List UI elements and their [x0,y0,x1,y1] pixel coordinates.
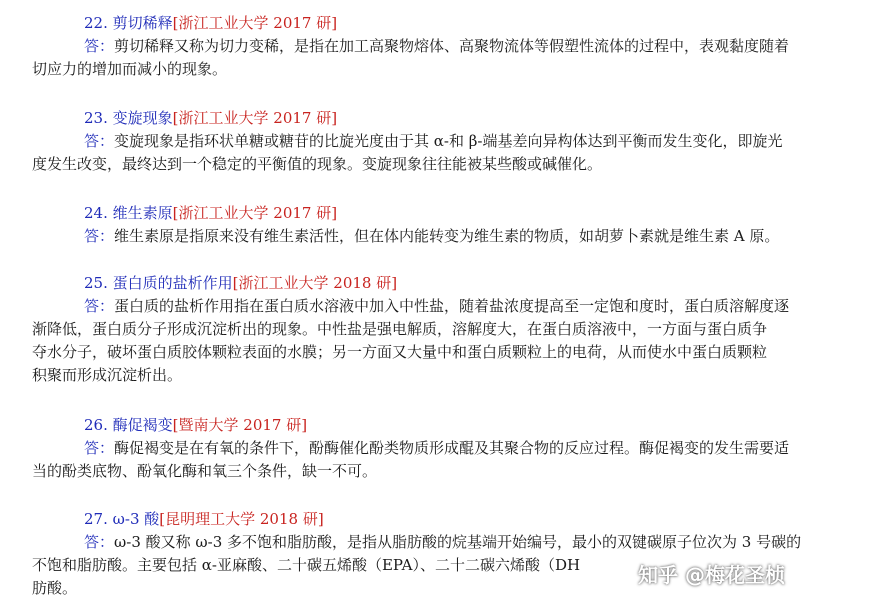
entry-title [84,508,824,530]
entry-term: ω-3 酸 [112,510,160,528]
entry-23 [32,107,824,176]
answer-line: 切应力的增加而减小的现象。 [32,60,228,78]
answer-line: 酶促褐变是在有氧的条件下，酚酶催化酚类物质形成醌及其聚合物的反应过程。酶促褐变的发生需要适 [114,439,790,457]
answer-lead: 答： [84,37,115,55]
watermark-text: 知乎 @梅花圣桢 [638,562,785,587]
entry-term: 蛋白质的盐析作用 [112,274,233,292]
entry-source: [浙江工业大学 2017 研] [172,204,338,222]
entry-answer [32,295,824,387]
answer-lead: 答： [84,533,115,551]
entry-title [84,12,824,34]
answer-lead: 答： [84,132,115,150]
entry-answer [32,437,824,483]
entry-answer [32,35,824,81]
answer-line: 肪酸。 [32,579,78,597]
entry-title [84,202,824,224]
entry-number: 22. [84,14,108,32]
answer-lead: 答： [84,439,115,457]
answer-line: 积聚而形成沉淀析出。 [32,366,183,384]
entry-source: [浙江工业大学 2017 研] [172,14,338,32]
answer-line: 剪切稀释又称为切力变稀，是指在加工高聚物熔体、高聚物流体等假塑性流体的过程中，表观黏度随着 [114,37,790,55]
entry-number: 27. [84,510,108,528]
answer-line: 夺水分子，破坏蛋白质胶体颗粒表面的水膜；另一方面又大量中和蛋白质颗粒上的电荷，从而使水中蛋白质颗粒 [32,343,768,361]
entry-title [84,414,824,436]
entry-source: [浙江工业大学 2018 研] [232,274,398,292]
entry-number: 26. [84,416,108,434]
answer-line: 当的酚类底物、酚氧化酶和氧三个条件，缺一不可。 [32,462,378,480]
entry-26 [32,414,824,483]
entry-22 [32,12,824,81]
entry-answer [32,130,824,176]
answer-line: 蛋白质的盐析作用指在蛋白质水溶液中加入中性盐，随着盐浓度提高至一定饱和度时，蛋白质溶解度逐 [114,297,790,315]
entry-answer [84,225,824,248]
watermark [602,558,785,588]
answer-lead: 答： [84,227,115,245]
answer-line: 变旋现象是指环状单糖或糖苷的比旋光度由于其 α-和 β-端基差向异构体达到平衡而发生变化，即旋光 [114,132,783,150]
entry-number: 23. [84,109,108,127]
entry-24 [84,202,824,248]
entry-number: 24. [84,204,108,222]
answer-line: 度发生改变，最终达到一个稳定的平衡值的现象。变旋现象往往能被某些酸或碱催化。 [32,155,603,173]
answer-line: 不饱和脂肪酸。主要包括 α-亚麻酸、二十碳五烯酸（EPA）、二十二碳六烯酸（DH [32,556,581,574]
entry-term: 酶促褐变 [112,416,173,434]
entry-term: 变旋现象 [112,109,173,127]
entry-source: [暨南大学 2017 研] [172,416,308,434]
entry-term: 维生素原 [112,204,173,222]
answer-lead: 答： [84,297,115,315]
entry-title [84,272,824,294]
entry-number: 25. [84,274,108,292]
entry-source: [昆明理工大学 2018 研] [159,510,324,528]
entry-term: 剪切稀释 [112,14,173,32]
wechat-bubble-icon [602,560,628,586]
entry-title [84,107,824,129]
answer-line: 渐降低，蛋白质分子形成沉淀析出的现象。中性盐是强电解质，溶解度大，在蛋白质溶液中，一方面与蛋白质争 [32,320,768,338]
answer-line: 维生素原是指原来没有维生素活性，但在体内能转变为维生素的物质，如胡萝卜素就是维生素 A 原。 [114,227,780,245]
entry-source: [浙江工业大学 2017 研] [172,109,338,127]
answer-line: ω-3 酸又称 ω-3 多不饱和脂肪酸，是指从脂肪酸的烷基端开始编号，最小的双键碳原子位次为 3 号碳的 [114,533,802,551]
entry-25 [32,272,824,387]
